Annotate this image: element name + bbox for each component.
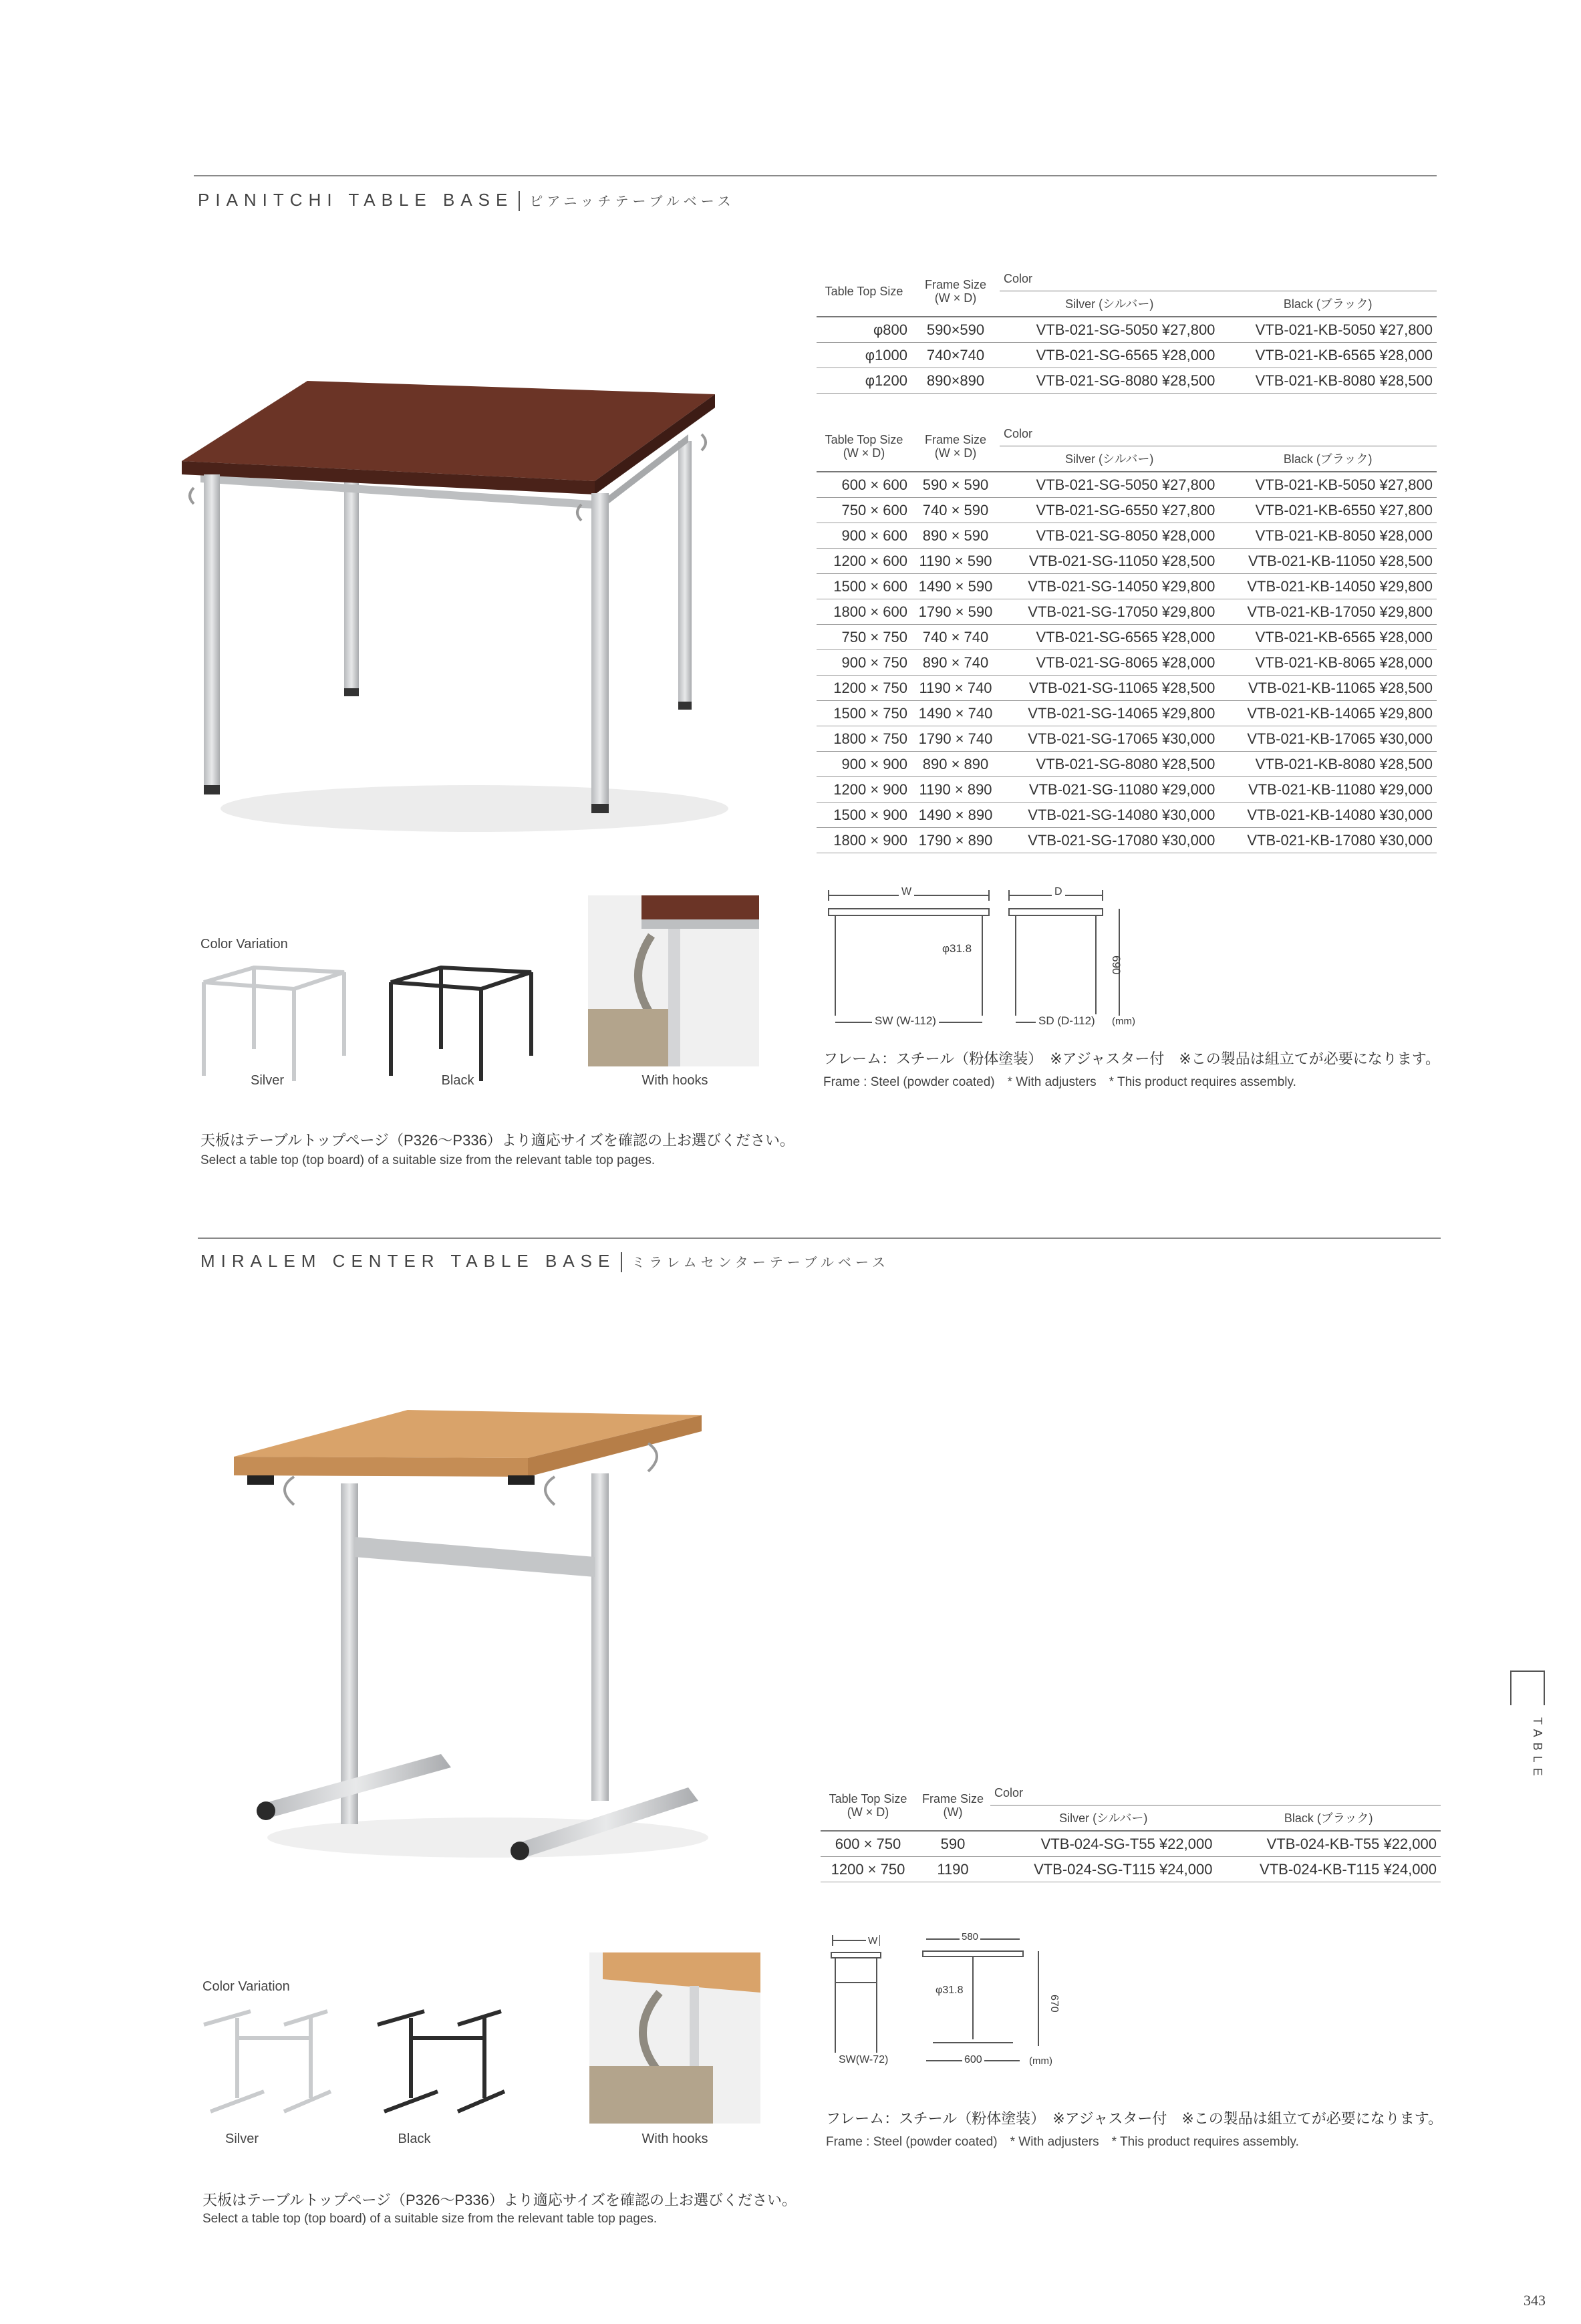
table-row	[817, 726, 1437, 752]
miralem-table-photo	[221, 1403, 742, 1871]
cell-silver: VTB-021-SG-6565 ¥28,000	[1036, 346, 1215, 364]
header-top-size: Table Top Size	[825, 432, 903, 446]
pianitchi-table-photo	[174, 374, 748, 842]
dim-sd: SD (D-112)	[1036, 1014, 1098, 1028]
caption-hooks: With hooks	[641, 1073, 708, 1088]
cell-frame: 1190 × 740	[919, 679, 992, 696]
cell-frame: 1790 × 590	[918, 603, 993, 620]
side-tab-bracket	[1510, 1671, 1545, 1705]
header-frame-size: Frame Size	[924, 277, 987, 291]
header-frame-unit: (W)	[943, 1805, 963, 1819]
table-row	[821, 1857, 1441, 1882]
table-row	[817, 574, 1437, 599]
table-row	[817, 828, 1437, 853]
cell-black: VTB-021-KB-6565 ¥28,000	[1255, 346, 1433, 364]
miralem-dimension-diagram	[826, 1932, 1066, 2073]
cell-silver: VTB-021-SG-11065 ¥28,500	[1028, 679, 1215, 696]
section1-select-en: Select a table top (top board) of a suitable size from the relevant table top pages.	[200, 1153, 656, 1167]
section2-color-variation-label: Color Variation	[202, 1979, 290, 1994]
black-frame-icon	[381, 962, 541, 1082]
header-silver: Silver (シルバー)	[1065, 297, 1154, 311]
cell-frame: 1190 × 890	[919, 780, 992, 798]
cell-black: VTB-024-KB-T115 ¥24,000	[1260, 1860, 1437, 1878]
cell-black: VTB-021-KB-11080 ¥29,000	[1248, 780, 1433, 798]
cell-silver: VTB-024-SG-T115 ¥24,000	[1034, 1860, 1213, 1878]
section1-color-variation-label: Color Variation	[200, 937, 288, 952]
cell-top: 1200 × 750	[831, 1860, 905, 1878]
section1-title-jp: ピアニッチテーブルベース	[529, 194, 735, 209]
cell-top: 900 × 600	[841, 527, 907, 544]
side-tab-label: TABLE	[1531, 1717, 1544, 1781]
hooks-photo-2	[589, 1952, 760, 2124]
cell-black: VTB-021-KB-14050 ¥29,800	[1247, 577, 1433, 595]
section2-title-jp: ミラレムセンターテーブルベース	[631, 1256, 889, 1270]
cell-top: 1500 × 900	[833, 806, 907, 823]
cell-frame: 740 × 740	[922, 628, 989, 645]
table-row	[817, 650, 1437, 676]
header-color: Color	[1000, 266, 1437, 291]
dim2-height: 670	[1048, 1995, 1060, 2013]
section1-spec-en: Frame : Steel (powder coated) * With adjusters * This product requires assembly.	[823, 1075, 1296, 1089]
cell-silver: VTB-021-SG-11050 ¥28,500	[1028, 552, 1215, 569]
cell-top: 1200 × 600	[833, 552, 907, 569]
cell-top: 1800 × 750	[833, 730, 907, 747]
caption-black-2: Black	[398, 2132, 431, 2146]
black-t-frame-icon	[371, 1998, 511, 2125]
table-row	[817, 701, 1437, 726]
cell-frame: 1790 × 740	[918, 730, 993, 747]
cell-top: 1200 × 750	[833, 679, 907, 696]
cell-silver: VTB-021-SG-14065 ¥29,800	[1028, 704, 1215, 722]
cell-black: VTB-021-KB-5050 ¥27,800	[1255, 321, 1433, 338]
dim2-sw: SW(W-72)	[837, 2054, 890, 2066]
cell-top: 900 × 900	[841, 755, 907, 772]
pianitchi-rect-price-table	[817, 421, 1437, 853]
cell-silver: VTB-021-SG-5050 ¥27,800	[1036, 321, 1215, 338]
header-top-unit: (W × D)	[843, 446, 885, 460]
cell-silver: VTB-021-SG-14080 ¥30,000	[1028, 806, 1215, 823]
header-top-unit: (W × D)	[847, 1805, 889, 1819]
header-frame-unit: (W × D)	[934, 446, 977, 460]
cell-frame: 1490 × 890	[918, 806, 993, 823]
cell-top: 750 × 600	[841, 501, 907, 519]
cell-top: 600 × 600	[841, 476, 907, 493]
cell-top: 1800 × 600	[833, 603, 907, 620]
dim-d: D	[1052, 886, 1065, 898]
dim-pipe: φ31.8	[942, 942, 972, 955]
cell-frame: 740×740	[926, 346, 985, 364]
rect-table-body	[817, 472, 1437, 853]
cell-silver: VTB-021-SG-6550 ¥27,800	[1036, 501, 1215, 519]
section1-rule	[194, 175, 1437, 176]
cell-silver: VTB-021-SG-8080 ¥28,500	[1036, 372, 1215, 389]
cell-top: 900 × 750	[841, 653, 907, 671]
cell-top: 1500 × 750	[833, 704, 907, 722]
cell-black: VTB-021-KB-8080 ¥28,500	[1255, 755, 1433, 772]
dim-w: W	[899, 886, 914, 898]
cell-silver: VTB-021-SG-6565 ¥28,000	[1036, 628, 1215, 645]
header-frame-size: Frame Size	[921, 1791, 984, 1805]
table-row	[821, 1831, 1441, 1857]
cell-black: VTB-021-KB-17050 ¥29,800	[1247, 603, 1433, 620]
cell-top: 750 × 750	[841, 628, 907, 645]
section1-title-en: PIANITCHI TABLE BASE	[198, 190, 514, 210]
table-row	[817, 803, 1437, 828]
caption-black: Black	[441, 1073, 474, 1088]
cell-silver: VTB-021-SG-11080 ¥29,000	[1028, 780, 1215, 798]
section1-spec-jp: フレーム：スチール（粉体塗装） ※アジャスター付 ※この製品は組立てが必要になります。	[823, 1050, 1441, 1067]
cell-frame: 1190 × 590	[919, 552, 992, 569]
cell-frame: 1190	[937, 1860, 969, 1878]
cell-frame: 1490 × 590	[918, 577, 993, 595]
cell-frame: 590 × 590	[922, 476, 989, 493]
cell-silver: VTB-021-SG-8065 ¥28,000	[1036, 653, 1215, 671]
cell-black: VTB-021-KB-14065 ¥29,800	[1247, 704, 1433, 722]
table-row	[817, 549, 1437, 574]
section1-select-jp: 天板はテーブルトップページ（P326〜P336）より適応サイズを確認の上お選びください。	[200, 1132, 795, 1149]
header-black: Black (ブラック)	[1284, 1811, 1373, 1825]
cell-frame: 740 × 590	[922, 501, 989, 519]
cell-frame: 890×890	[926, 372, 985, 389]
header-black: Black (ブラック)	[1283, 297, 1373, 311]
table-row	[817, 752, 1437, 777]
silver-t-frame-icon	[197, 1998, 337, 2125]
cell-silver: VTB-021-SG-14050 ¥29,800	[1028, 577, 1215, 595]
section2-title	[200, 1251, 889, 1272]
caption-silver: Silver	[250, 1073, 284, 1088]
cell-top: 1500 × 600	[833, 577, 907, 595]
table-row	[817, 343, 1437, 368]
cell-top: 1800 × 900	[833, 831, 907, 849]
dim2-top-depth: 580	[960, 1931, 980, 1942]
table-row	[817, 498, 1437, 523]
table-row	[817, 368, 1437, 394]
cell-top: φ1200	[865, 372, 907, 389]
cell-top: φ1000	[865, 346, 907, 364]
table-row	[817, 676, 1437, 701]
header-top-size: Table Top Size	[829, 1791, 907, 1805]
header-frame-unit: (W × D)	[934, 291, 977, 305]
caption-hooks-2: With hooks	[641, 2132, 708, 2146]
page-number: 343	[1524, 2292, 1546, 2309]
cell-silver: VTB-021-SG-5050 ¥27,800	[1036, 476, 1215, 493]
cell-silver: VTB-021-SG-8050 ¥28,000	[1036, 527, 1215, 544]
dim-unit: (mm)	[1112, 1016, 1135, 1027]
cell-black: VTB-021-KB-14080 ¥30,000	[1247, 806, 1433, 823]
cell-black: VTB-024-KB-T55 ¥22,000	[1266, 1835, 1437, 1852]
cell-frame: 1790 × 890	[918, 831, 993, 849]
cell-black: VTB-021-KB-11065 ¥28,500	[1248, 679, 1433, 696]
header-frame-size: Frame Size	[924, 432, 987, 446]
section2-rule	[198, 1238, 1441, 1239]
section1-title	[198, 190, 735, 211]
cell-top: 1200 × 900	[833, 780, 907, 798]
dim2-w: W	[866, 1935, 879, 1946]
cell-silver: VTB-021-SG-17080 ¥30,000	[1028, 831, 1215, 849]
cell-black: VTB-021-KB-5050 ¥27,800	[1255, 476, 1433, 493]
section2-spec-en: Frame : Steel (powder coated) * With adjusters * This product requires assembly.	[826, 2135, 1299, 2149]
cell-black: VTB-021-KB-17080 ¥30,000	[1247, 831, 1433, 849]
cell-silver: VTB-021-SG-17050 ¥29,800	[1028, 603, 1215, 620]
cell-black: VTB-021-KB-11050 ¥28,500	[1248, 552, 1433, 569]
caption-silver-2: Silver	[225, 2132, 259, 2146]
cell-frame: 1490 × 740	[918, 704, 993, 722]
cell-silver: VTB-024-SG-T55 ¥22,000	[1040, 1835, 1213, 1852]
header-top-size: Table Top Size	[825, 284, 903, 298]
header-color: Color	[1000, 421, 1437, 446]
dim2-pipe: φ31.8	[936, 1985, 964, 1996]
table-row	[817, 523, 1437, 549]
cell-black: VTB-021-KB-8050 ¥28,000	[1255, 527, 1433, 544]
header-color: Color	[990, 1780, 1441, 1805]
table-row	[817, 625, 1437, 650]
table-row	[817, 317, 1437, 343]
header-black: Black (ブラック)	[1283, 452, 1373, 466]
section2-spec-jp: フレーム：スチール（粉体塗装） ※アジャスター付 ※この製品は組立てが必要になります。	[826, 2110, 1443, 2127]
dim-sw: SW (W-112)	[872, 1014, 939, 1028]
hooks-photo	[588, 895, 759, 1066]
cell-black: VTB-021-KB-6550 ¥27,800	[1255, 501, 1433, 519]
section2-title-en: MIRALEM CENTER TABLE BASE	[200, 1251, 616, 1271]
miralem-price-table	[821, 1780, 1441, 1882]
dim-height: 690	[1110, 956, 1123, 975]
section2-select-en: Select a table top (top board) of a suitable size from the relevant table top pages.	[202, 2212, 658, 2226]
cell-top: 600 × 750	[835, 1835, 901, 1852]
section2-select-jp: 天板はテーブルトップページ（P326〜P336）より適応サイズを確認の上お選びください。	[202, 2192, 797, 2208]
table-row	[817, 777, 1437, 803]
cell-black: VTB-021-KB-17065 ¥30,000	[1247, 730, 1433, 747]
pianitchi-dimension-diagram	[822, 882, 1143, 1036]
table-row	[817, 472, 1437, 498]
cell-frame: 590	[940, 1835, 966, 1852]
silver-frame-icon	[194, 962, 354, 1082]
header-silver: Silver (シルバー)	[1065, 452, 1154, 466]
cell-silver: VTB-021-SG-17065 ¥30,000	[1028, 730, 1215, 747]
cell-frame: 890 × 740	[922, 653, 989, 671]
cell-top: φ800	[873, 321, 907, 338]
cell-black: VTB-021-KB-8080 ¥28,500	[1255, 372, 1433, 389]
dim2-foot: 600	[962, 2054, 984, 2066]
dim2-unit: (mm)	[1029, 2055, 1052, 2067]
pianitchi-round-price-table	[817, 266, 1437, 394]
cell-frame: 890 × 590	[922, 527, 989, 544]
cell-silver: VTB-021-SG-8080 ¥28,500	[1036, 755, 1215, 772]
cell-frame: 890 × 890	[922, 755, 989, 772]
cell-frame: 590×590	[926, 321, 985, 338]
cell-black: VTB-021-KB-6565 ¥28,000	[1255, 628, 1433, 645]
cell-black: VTB-021-KB-8065 ¥28,000	[1255, 653, 1433, 671]
header-silver: Silver (シルバー)	[1059, 1811, 1148, 1825]
table-row	[817, 599, 1437, 625]
